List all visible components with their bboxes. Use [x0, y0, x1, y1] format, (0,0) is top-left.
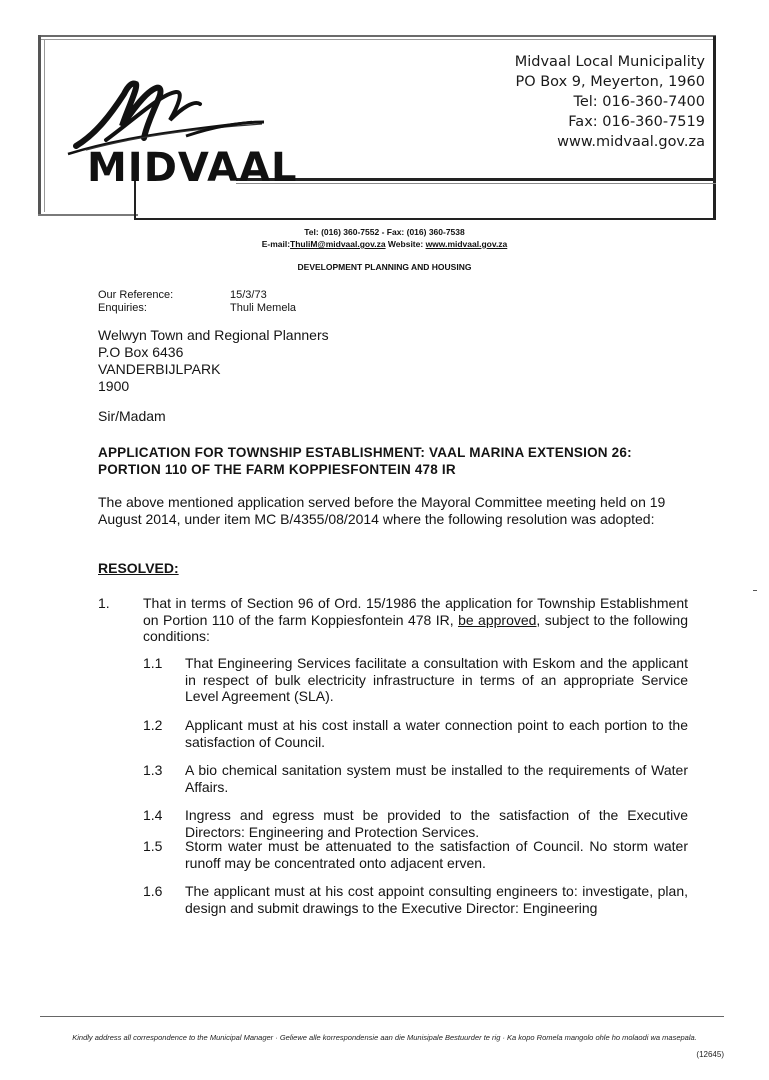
condition-text: The applicant must at his cost appoint consulting engineers to: investigate, plan, design and submit drawings to the Executive Director: Engineering: [185, 883, 688, 916]
footer-rule: [40, 1016, 724, 1017]
scan-artifact: [753, 590, 757, 591]
email-label: E-mail:: [261, 239, 291, 249]
enquiries-label: Enquiries:: [98, 302, 147, 314]
municipality-website: www.midvaal.gov.za: [557, 134, 705, 150]
condition-text: Ingress and egress must be provided to the satisfaction of the Executive Directors: Engineering and Protection Services.: [185, 807, 688, 840]
contact-email-web-line: [0, 239, 769, 249]
letterhead-middle-rule-thin: [236, 183, 716, 184]
email-link[interactable]: ThuliM@midvaal.gov.za: [290, 239, 386, 249]
addressee-line: 1900: [98, 378, 130, 394]
municipality-telephone: Tel: 016-360-7400: [573, 94, 705, 110]
enquiries-row: [98, 302, 296, 315]
letterhead-top-rule: [40, 35, 716, 37]
website-link[interactable]: www.midvaal.gov.za: [425, 239, 508, 249]
municipality-contact-block: [515, 52, 705, 152]
resolved-heading: RESOLVED:: [98, 560, 179, 576]
subject-heading: APPLICATION FOR TOWNSHIP ESTABLISHMENT: VAAL MARINA EXTENSION 26: PORTION 110 OF THE FARM KOPPIESFONTEIN 478 IR: [98, 445, 632, 477]
letterhead-bottom-left-rule: [38, 214, 138, 216]
condition-number: 1.5: [143, 838, 163, 854]
our-reference-row: [98, 289, 296, 302]
letterhead-left-rule: [38, 35, 41, 215]
reference-block: [98, 289, 296, 315]
website-label: Website:: [385, 239, 426, 249]
condition-text: That Engineering Services facilitate a consultation with Eskom and the applicant in respect of bulk electricity infrastructure in terms of an appropriate Service Level Agreement (SLA).: [185, 655, 688, 704]
item-text: [143, 595, 688, 645]
item-number: 1.: [98, 595, 110, 611]
item-text-approved: be approved,: [458, 611, 541, 628]
letterhead-right-rule: [713, 36, 716, 220]
department-heading: DEVELOPMENT PLANNING AND HOUSING: [297, 262, 472, 272]
condition-text: A bio chemical sanitation system must be installed to the requirements of Water Affairs.: [185, 762, 688, 795]
item-text-part: subject to the following conditions:: [143, 611, 688, 644]
logo-wordmark: MIDVAAL: [87, 145, 298, 191]
footer-correspondence-note: Kindly address all correspondence to the Municipal Manager · Geliewe alle korrespondensie aan die Munisipale Bestuurder te rig · Ka kopo Romela mangolo ohle ho molaodi wa masepala.: [72, 1033, 697, 1042]
letterhead-top-rule-thin: [40, 39, 716, 40]
condition-number: 1.1: [143, 655, 163, 671]
enquiries-value: Thuli Memela: [230, 302, 297, 314]
letterhead-left-rule-thin: [44, 40, 45, 212]
our-reference-value: 15/3/73: [230, 289, 267, 301]
intro-paragraph: The above mentioned application served before the Mayoral Committee meeting held on 19 August 2014, under item MC B/4355/08/2014 where the following resolution was adopted:: [98, 494, 666, 527]
salutation: Sir/Madam: [98, 408, 166, 424]
condition-number: 1.3: [143, 762, 163, 778]
footer-form-code: (12645): [696, 1050, 724, 1059]
our-reference-label: Our Reference:: [98, 289, 174, 301]
letterhead: [0, 0, 769, 230]
addressee-line: P.O Box 6436: [98, 344, 184, 360]
item-text-part: That in terms of Section 96 of Ord. 15/1986 the application for Township Establishment on Portion 110 of the farm Koppiesfontein 478 IR,: [143, 595, 688, 628]
letterhead-middle-rule: [236, 178, 716, 181]
addressee-line: Welwyn Town and Regional Planners: [98, 327, 329, 343]
municipality-postal-address: PO Box 9, Meyerton, 1960: [515, 74, 705, 90]
letterhead-lower-rule: [134, 218, 716, 220]
condition-text: Applicant must at his cost install a water connection point to each portion to the satisfaction of Council.: [185, 717, 688, 750]
condition-number: 1.6: [143, 883, 163, 899]
contact-tel-fax-line: Tel: (016) 360-7552 - Fax: (016) 360-7538: [304, 227, 465, 237]
condition-number: 1.2: [143, 717, 163, 733]
addressee-block: [98, 327, 329, 395]
condition-number: 1.4: [143, 807, 163, 823]
municipality-fax: Fax: 016-360-7519: [568, 114, 705, 130]
condition-text: Storm water must be attenuated to the satisfaction of Council. No storm water runoff may be concentrated onto adjacent erven.: [185, 838, 688, 871]
addressee-line: VANDERBIJLPARK: [98, 361, 221, 377]
municipality-name: Midvaal Local Municipality: [514, 54, 705, 70]
